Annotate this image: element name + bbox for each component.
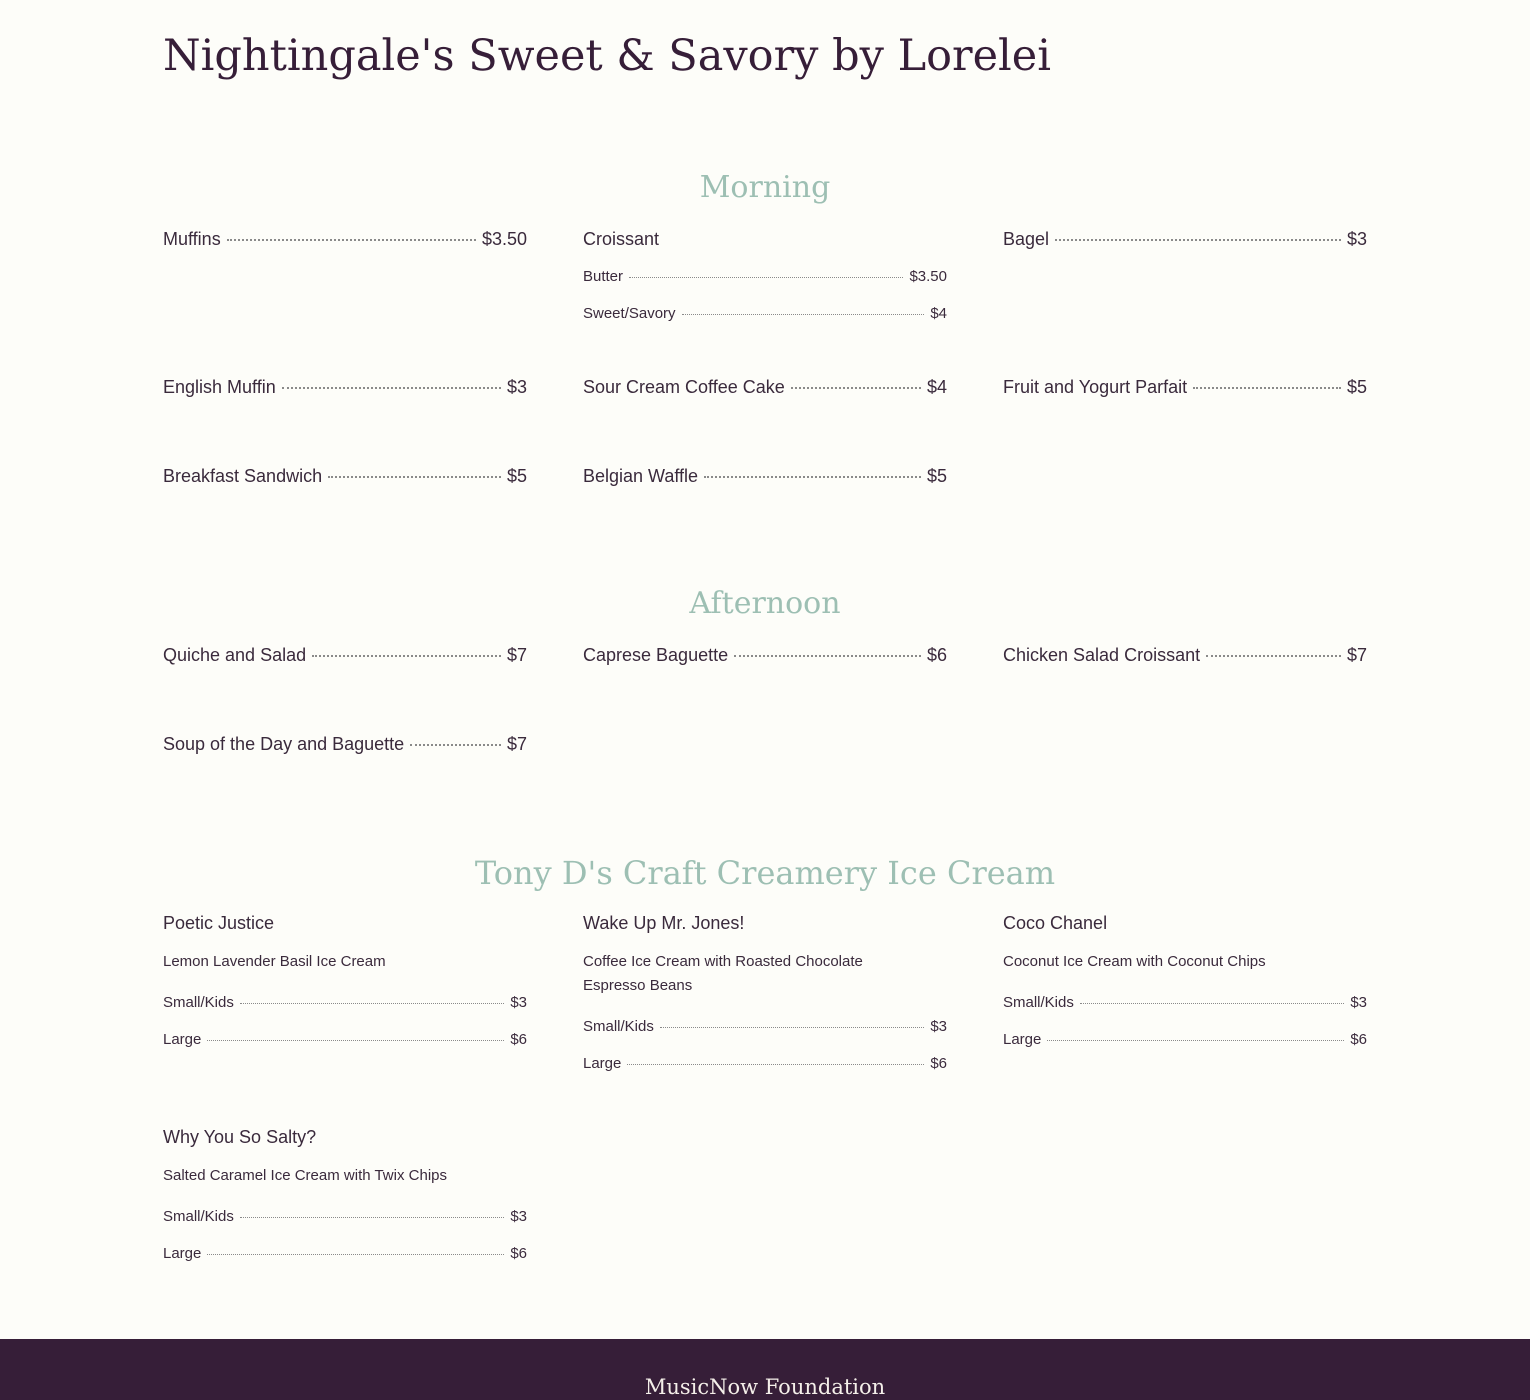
item-name: Bagel xyxy=(1003,229,1050,249)
size-name: Small/Kids xyxy=(1003,994,1074,1011)
item-price: $5 xyxy=(1346,377,1367,397)
size-name: Large xyxy=(163,1031,202,1048)
size-option xyxy=(163,1208,527,1225)
item-price: $7 xyxy=(1346,645,1367,665)
footer-title: MusicNow Foundation xyxy=(644,1375,886,1399)
size-name: Small/Kids xyxy=(163,994,234,1011)
item-price: $4 xyxy=(926,377,947,397)
dot-leader xyxy=(1206,655,1341,657)
menu-item-croissant: Croissant xyxy=(583,229,660,249)
option-croissant-sweet-savory xyxy=(583,305,947,322)
flavor-description: Lemon Lavender Basil Ice Cream xyxy=(163,953,386,970)
item-price: $6 xyxy=(926,645,947,665)
item-name: Muffins xyxy=(163,229,221,249)
dot-leader xyxy=(328,476,501,478)
size-price: $3 xyxy=(1350,994,1367,1011)
size-price: $6 xyxy=(510,1245,527,1262)
menu-item-quiche xyxy=(163,645,527,666)
dot-leader xyxy=(207,1254,504,1255)
size-name: Large xyxy=(583,1055,622,1072)
flavor-name: Why You So Salty? xyxy=(163,1127,317,1147)
dot-leader xyxy=(312,655,501,657)
size-price: $3 xyxy=(510,1208,527,1225)
item-name: Soup of the Day and Baguette xyxy=(163,734,405,754)
item-price: $3 xyxy=(1346,229,1367,249)
menu-item-caprese xyxy=(583,645,947,666)
menu-item-bagel xyxy=(1003,229,1367,250)
flavor-description: Salted Caramel Ice Cream with Twix Chips xyxy=(163,1167,447,1184)
item-price: $5 xyxy=(506,466,527,486)
size-option xyxy=(583,1055,947,1072)
item-name: Sour Cream Coffee Cake xyxy=(583,377,785,397)
option-name: Sweet/Savory xyxy=(583,305,676,322)
flavor-name: Poetic Justice xyxy=(163,913,275,933)
size-price: $3 xyxy=(510,994,527,1011)
dot-leader xyxy=(227,239,476,241)
dot-leader xyxy=(240,1003,504,1004)
item-price: $3 xyxy=(506,377,527,397)
menu-item-belgian-waffle xyxy=(583,466,947,487)
dot-leader xyxy=(1055,239,1341,241)
item-name: Chicken Salad Croissant xyxy=(1003,645,1201,665)
item-price: $3.50 xyxy=(481,229,527,249)
option-name: Butter xyxy=(583,268,624,285)
item-name: Caprese Baguette xyxy=(583,645,729,665)
option-croissant-butter xyxy=(583,268,947,285)
flavor-name: Wake Up Mr. Jones! xyxy=(583,913,745,933)
size-price: $6 xyxy=(1350,1031,1367,1048)
menu-item-chicken-salad xyxy=(1003,645,1367,666)
menu-item-parfait xyxy=(1003,377,1367,398)
item-name: Belgian Waffle xyxy=(583,466,699,486)
page-title: Nightingale's Sweet & Savory by Lorelei xyxy=(163,31,1051,81)
item-name: English Muffin xyxy=(163,377,276,397)
size-option xyxy=(583,1018,947,1035)
flavor-description: Coconut Ice Cream with Coconut Chips xyxy=(1003,953,1266,970)
dot-leader xyxy=(629,277,903,278)
menu-item-coffee-cake xyxy=(583,377,947,398)
size-option xyxy=(1003,994,1367,1011)
size-option xyxy=(163,994,527,1011)
item-price: $5 xyxy=(926,466,947,486)
size-name: Large xyxy=(163,1245,202,1262)
size-name: Small/Kids xyxy=(583,1018,654,1035)
dot-leader xyxy=(282,387,501,389)
dot-leader xyxy=(240,1217,504,1218)
option-price: $4 xyxy=(930,305,947,322)
size-price: $6 xyxy=(510,1031,527,1048)
footer xyxy=(0,1339,1530,1400)
dot-leader xyxy=(627,1064,924,1065)
menu-item-english-muffin xyxy=(163,377,527,398)
option-price: $3.50 xyxy=(909,268,947,285)
menu-item-soup xyxy=(163,734,527,755)
flavor-description: Coffee Ice Cream with Roasted Chocolate Espresso Beans xyxy=(583,953,863,994)
dot-leader xyxy=(1193,387,1341,389)
dot-leader xyxy=(682,314,925,315)
dot-leader xyxy=(704,476,921,478)
item-price: $7 xyxy=(506,645,527,665)
dot-leader xyxy=(660,1027,924,1028)
size-option xyxy=(163,1031,527,1048)
menu-item-muffins xyxy=(163,229,527,250)
size-option xyxy=(163,1245,527,1262)
size-name: Large xyxy=(1003,1031,1042,1048)
dot-leader xyxy=(1080,1003,1344,1004)
item-name: Quiche and Salad xyxy=(163,645,307,665)
item-name: Breakfast Sandwich xyxy=(163,466,323,486)
size-option xyxy=(1003,1031,1367,1048)
dot-leader xyxy=(1047,1040,1344,1041)
item-price: $7 xyxy=(506,734,527,754)
dot-leader xyxy=(207,1040,504,1041)
flavor-name: Coco Chanel xyxy=(1003,913,1108,933)
size-name: Small/Kids xyxy=(163,1208,234,1225)
section-title-morning: Morning xyxy=(699,170,831,205)
menu-item-breakfast-sandwich xyxy=(163,466,527,487)
dot-leader xyxy=(734,655,921,657)
item-name: Fruit and Yogurt Parfait xyxy=(1003,377,1188,397)
dot-leader xyxy=(791,387,921,389)
size-price: $6 xyxy=(930,1055,947,1072)
section-title-afternoon: Afternoon xyxy=(689,586,841,621)
size-price: $3 xyxy=(930,1018,947,1035)
section-title-ice-cream: Tony D's Craft Creamery Ice Cream xyxy=(474,854,1056,892)
dot-leader xyxy=(410,744,501,746)
